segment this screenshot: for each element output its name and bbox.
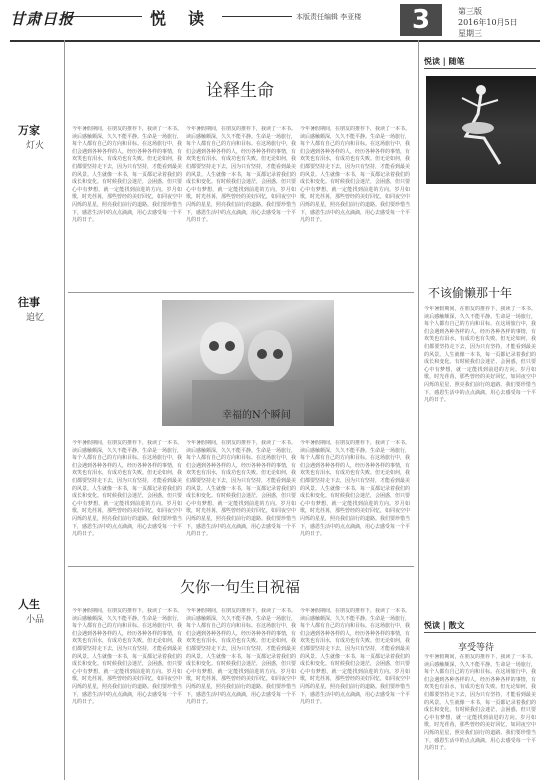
- divider: [68, 566, 414, 567]
- article-body: 今年暑假期间，在朋友的推荐下，我读了一本书。读后感触颇深，久久不能平静。生命是一场旅行，每个人都有自己的方向和目标。在这场旅行中，我们会遇到各种各样的人，经历各种各样的事情，有欢笑也有泪水，有成功也有失败。但无论如何，我们都要坚持走下去，因为只有坚持，才能看到最美的风景。人生就像一本书，每一页都记录着我们的成长和变化。有时候我们会迷茫，会困惑，但只要心中有梦想，就一定能找到前进的方向。岁月如歌，时光荏苒，那些曾经的美好回忆，如同夜空中闪烁的星星，照亮我们前行的道路。我们要珍惜当下，感恩生活中的点点滴滴，用心去感受每一个平凡的日子。: [300, 126, 410, 224]
- article-body: 今年暑假期间，在朋友的推荐下，我读了一本书。读后感触颇深，久久不能平静。生命是一场旅行，每个人都有自己的方向和目标。在这场旅行中，我们会遇到各种各样的人，经历各种各样的事情，有欢笑也有泪水，有成功也有失败。但无论如何，我们都要坚持走下去，因为只有坚持，才能看到最美的风景。人生就像一本书，每一页都记录着我们的成长和变化。有时候我们会迷茫，会困惑，但只要心中有梦想，就一定能找到前进的方向。岁月如歌，时光荏苒，那些曾经的美好回忆，如同夜空中闪烁的星星，照亮我们前行的道路。我们要珍惜当下，感恩生活中的点点滴滴，用心去感受每一个平凡的日子。: [72, 608, 182, 706]
- edition-weekday: 星期三: [458, 29, 482, 38]
- article-body: 今年暑假期间，在朋友的推荐下，我读了一本书。读后感触颇深，久久不能平静。生命是一场旅行，每个人都有自己的方向和目标。在这场旅行中，我们会遇到各种各样的人，经历各种各样的事情，有欢笑也有泪水，有成功也有失败。但无论如何，我们都要坚持走下去，因为只有坚持，才能看到最美的风景。人生就像一本书，每一页都记录着我们的成长和变化。有时候我们会迷茫，会困惑，但只要心中有梦想，就一定能找到前进的方向。岁月如歌，时光荏苒，那些曾经的美好回忆，如同夜空中闪烁的星星，照亮我们前行的道路。我们要珍惜当下，感恩生活中的点点滴滴，用心去感受每一个平凡的日子。: [300, 608, 410, 706]
- dancer-illustration: [426, 76, 536, 184]
- edition-line: 第三版: [458, 7, 482, 16]
- ballet-dancer-photo: [426, 76, 536, 184]
- article-body: 今年暑假期间，在朋友的推荐下，我读了一本书。读后感触颇深，久久不能平静。生命是一场旅行，每个人都有自己的方向和目标。在这场旅行中，我们会遇到各种各样的人，经历各种各样的事情，有欢笑也有泪水，有成功也有失败。但无论如何，我们都要坚持走下去，因为只有坚持，才能看到最美的风景。人生就像一本书，每一页都记录着我们的成长和变化。有时候我们会迷茫，会困惑，但只要心中有梦想，就一定能找到前进的方向。岁月如歌，时光荏苒，那些曾经的美好回忆，如同夜空中闪烁的星星，照亮我们前行的道路。我们要珍惜当下，感恩生活中的点点滴滴，用心去感受每一个平凡的日子。: [72, 440, 182, 538]
- section-title: 万家: [18, 124, 40, 137]
- masthead-section: 悦读: [150, 9, 227, 28]
- masthead-editor: 本版责任编辑 李亚楼: [296, 13, 362, 21]
- article-body: 今年暑假期间，在朋友的推荐下，我读了一本书。读后感触颇深，久久不能平静。生命是一场旅行，每个人都有自己的方向和目标。在这场旅行中，我们会遇到各种各样的人，经历各种各样的事情，有欢笑也有泪水，有成功也有失败。但无论如何，我们都要坚持走下去，因为只有坚持，才能看到最美的风景。人生就像一本书，每一页都记录着我们的成长和变化。有时候我们会迷茫，会困惑，但只要心中有梦想，就一定能找到前进的方向。岁月如歌，时光荏苒，那些曾经的美好回忆，如同夜空中闪烁的星星，照亮我们前行的道路。我们要珍惜当下，感恩生活中的点点滴滴，用心去感受每一个平凡的日子。: [72, 126, 182, 224]
- photo-caption: 幸福的N个瞬间: [222, 410, 291, 421]
- masthead-logo: 甘肃日报: [10, 10, 75, 28]
- section-title: 往事: [18, 296, 40, 309]
- masthead-rule-right: [222, 16, 292, 17]
- edition-date: 2016年10月5日: [458, 18, 518, 27]
- section-subtitle: 灯火: [26, 141, 45, 151]
- edition-info: [458, 6, 518, 39]
- column-header: 悦读 | 散文: [424, 620, 465, 630]
- article-body: 今年暑假期间，在朋友的推荐下，我读了一本书。读后感触颇深，久久不能平静。生命是一场旅行，每个人都有自己的方向和目标。在这场旅行中，我们会遇到各种各样的人，经历各种各样的事情，有欢笑也有泪水，有成功也有失败。但无论如何，我们都要坚持走下去，因为只有坚持，才能看到最美的风景。人生就像一本书，每一页都记录着我们的成长和变化。有时候我们会迷茫，会困惑，但只要心中有梦想，就一定能找到前进的方向。岁月如歌，时光荏苒，那些曾经的美好回忆，如同夜空中闪烁的星星，照亮我们前行的道路。我们要珍惜当下，感恩生活中的点点滴滴，用心去感受每一个平凡的日子。: [186, 126, 296, 224]
- divider: [68, 292, 414, 293]
- article-title: 诠释生命: [206, 81, 274, 101]
- left-sections-column: [10, 40, 65, 780]
- column-article-body: 今年暑假期间，在朋友的推荐下，我读了一本书。读后感触颇深，久久不能平静。生命是一场旅行，每个人都有自己的方向和目标。在这场旅行中，我们会遇到各种各样的人，经历各种各样的事情，有欢笑也有泪水，有成功也有失败。但无论如何，我们都要坚持走下去，因为只有坚持，才能看到最美的风景。人生就像一本书，每一页都记录着我们的成长和变化。有时候我们会迷茫，会困惑，但只要心中有梦想，就一定能找到前进的方向。岁月如歌，时光荏苒，那些曾经的美好回忆，如同夜空中闪烁的星星，照亮我们前行的道路。我们要珍惜当下，感恩生活中的点点滴滴，用心去感受每一个平凡的日子。: [424, 306, 536, 404]
- section-title: 人生: [18, 598, 40, 611]
- page-number: 3: [400, 4, 442, 36]
- masthead-rule: [62, 16, 142, 17]
- article-body: 今年暑假期间，在朋友的推荐下，我读了一本书。读后感触颇深，久久不能平静。生命是一场旅行，每个人都有自己的方向和目标。在这场旅行中，我们会遇到各种各样的人，经历各种各样的事情，有欢笑也有泪水，有成功也有失败。但无论如何，我们都要坚持走下去，因为只有坚持，才能看到最美的风景。人生就像一本书，每一页都记录着我们的成长和变化。有时候我们会迷茫，会困惑，但只要心中有梦想，就一定能找到前进的方向。岁月如歌，时光荏苒，那些曾经的美好回忆，如同夜空中闪烁的星星，照亮我们前行的道路。我们要珍惜当下，感恩生活中的点点滴滴，用心去感受每一个平凡的日子。: [186, 440, 296, 538]
- article-body: 今年暑假期间，在朋友的推荐下，我读了一本书。读后感触颇深，久久不能平静。生命是一场旅行，每个人都有自己的方向和目标。在这场旅行中，我们会遇到各种各样的人，经历各种各样的事情，有欢笑也有泪水，有成功也有失败。但无论如何，我们都要坚持走下去，因为只有坚持，才能看到最美的风景。人生就像一本书，每一页都记录着我们的成长和变化。有时候我们会迷茫，会困惑，但只要心中有梦想，就一定能找到前进的方向。岁月如歌，时光荏苒，那些曾经的美好回忆，如同夜空中闪烁的星星，照亮我们前行的道路。我们要珍惜当下，感恩生活中的点点滴滴，用心去感受每一个平凡的日子。: [186, 608, 296, 706]
- section-subtitle: 小品: [26, 615, 45, 625]
- article-title: 欠你一句生日祝福: [179, 578, 300, 596]
- article-body: 今年暑假期间，在朋友的推荐下，我读了一本书。读后感触颇深，久久不能平静。生命是一场旅行，每个人都有自己的方向和目标。在这场旅行中，我们会遇到各种各样的人，经历各种各样的事情，有欢笑也有泪水，有成功也有失败。但无论如何，我们都要坚持走下去，因为只有坚持，才能看到最美的风景。人生就像一本书，每一页都记录着我们的成长和变化。有时候我们会迷茫，会困惑，但只要心中有梦想，就一定能找到前进的方向。岁月如歌，时光荏苒，那些曾经的美好回忆，如同夜空中闪烁的星星，照亮我们前行的道路。我们要珍惜当下，感恩生活中的点点滴滴，用心去感受每一个平凡的日子。: [300, 440, 410, 538]
- column-header: 悦读 | 随笔: [424, 56, 465, 66]
- column-article-body: 今年暑假期间，在朋友的推荐下，我读了一本书。读后感触颇深，久久不能平静。生命是一场旅行，每个人都有自己的方向和目标。在这场旅行中，我们会遇到各种各样的人，经历各种各样的事情，有欢笑也有泪水，有成功也有失败。但无论如何，我们都要坚持走下去，因为只有坚持，才能看到最美的风景。人生就像一本书，每一页都记录着我们的成长和变化。有时候我们会迷茫，会困惑，但只要心中有梦想，就一定能找到前进的方向。岁月如歌，时光荏苒，那些曾经的美好回忆，如同夜空中闪烁的星星，照亮我们前行的道路。我们要珍惜当下，感恩生活中的点点滴滴，用心去感受每一个平凡的日子。: [424, 654, 536, 752]
- column-article-title: 不该偷懒那十年: [428, 286, 513, 300]
- section-subtitle: 追忆: [26, 313, 45, 323]
- column-article-title: 享受等待: [458, 643, 495, 653]
- column-header-rule: [424, 68, 536, 69]
- column-header-rule: [424, 632, 536, 633]
